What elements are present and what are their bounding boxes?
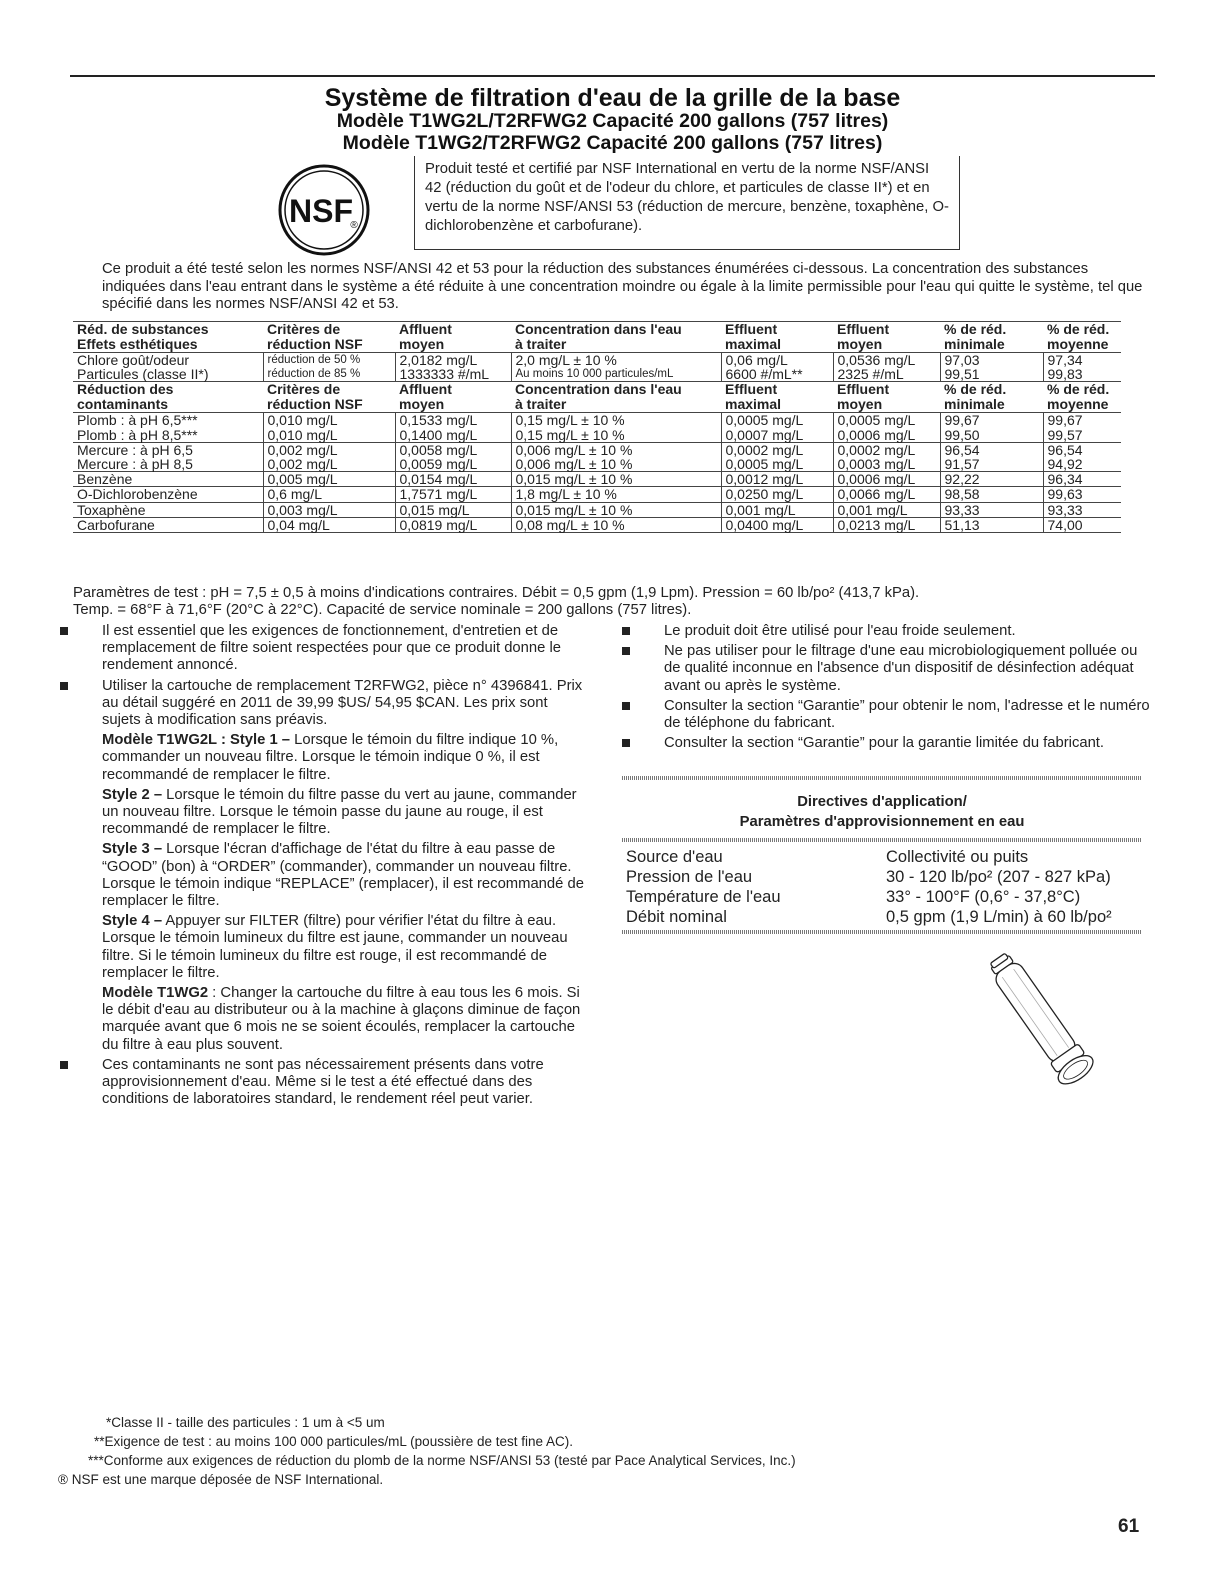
table-cell: 0,15 mg/L ± 10 % 0,15 mg/L ± 10 % [511,413,721,442]
table-header-row [73,322,1121,353]
table-cell: 2,0182 mg/L 1333333 #/mL [395,353,511,382]
table-cell: 99,67 99,50 [940,413,1043,442]
table-cell: 2,0 mg/L ± 10 % Au moins 10 000 particules/mL [511,353,721,382]
table-cell: réduction de 50 % réduction de 85 % [263,353,395,382]
table-cell: 0,08 mg/L ± 10 % [511,517,721,532]
list-item: Consulter la section “Garantie” pour la garantie limitée du fabricant. [622,735,1152,752]
table-cell: 0,0012 mg/L [721,472,833,487]
guidelines-row [626,907,1142,927]
table-cell: Plomb : à pH 6,5*** Plomb : à pH 8,5*** [77,412,198,443]
guidelines-row [626,867,1142,887]
table-cell: 97,34 99,83 [1043,353,1121,382]
style-4-note: Style 4 – Appuyer sur FILTER (filtre) pour vérifier l'état du filtre à eau. Lorsque le témoin lumineux du filtre est jaune, commander un nouveau filtre. Si le témoin lumineux du filtre est rouge, il est recommandé de remplacer le filtre. [102,913,568,981]
guidelines-value: Collectivité ou puits [886,848,1029,866]
table-cell: 99,67 99,57 [1043,413,1121,442]
table-row [73,487,1121,502]
table-row [73,413,1121,442]
table-cell: 92,22 [940,472,1043,487]
table-cell: 0,0005 mg/L 0,0006 mg/L [833,413,940,442]
table-header-cell: Concentration dans l'eau à traiter [515,381,682,413]
list-item: Ces contaminants ne sont pas nécessairement présents dans votre approvisionnement d'eau. Même si le test a été effectué dans des conditions de laboratoires standard, le rendement réel peut varier. [60,1057,590,1109]
water-filter-cartridge-image [982,940,1102,1100]
table-cell: 0,6 mg/L [263,487,395,502]
bullet-icon [60,1061,68,1069]
guidelines-title-2: Paramètres d'approvisionnement en eau [739,814,1025,830]
table-cell: 1,7571 mg/L [395,487,511,502]
table-cell: 0,015 mg/L ± 10 % [511,472,721,487]
list-item: Ne pas utiliser pour le filtrage d'une eau microbiologiquement polluée ou de qualité inconnue en l'absence d'un dispositif de désinfection adéquat avant ou après le système. [622,643,1152,695]
table-cell: Carbofurane [77,516,155,533]
page-title: Système de filtration d'eau de la grille de la base [324,84,901,112]
table-header-cell: Concentration dans l'eau à traiter [515,321,682,352]
table-cell: 1,8 mg/L ± 10 % [511,487,721,502]
nsf-logo-text: NSF [289,193,353,229]
page-number: 61 [1118,1516,1140,1537]
table-cell: 0,0536 mg/L 2325 #/mL [833,353,940,382]
table-cell: 0,002 mg/L 0,002 mg/L [263,442,395,471]
application-guidelines [622,776,1142,934]
table-header-cell: % de réd. moyenne [1047,381,1110,413]
divider [622,930,1142,934]
table-cell: 0,010 mg/L 0,010 mg/L [263,413,395,442]
list-item: Utiliser la cartouche de remplacement T2RFWG2, pièce n° 4396841. Prix au détail suggéré en 2011 de 39,99 $US/ 54,95 $CAN. Les prix sont sujets à modification sans préavis. [60,678,590,730]
table-header-cell: Effluent moyen [837,321,890,352]
table-header-cell: Réduction des contaminants [77,381,174,413]
table-header-cell: Critères de réduction NSF [267,381,363,413]
top-rule [70,75,1155,77]
table-cell: 0,0066 mg/L [833,487,940,502]
guidelines-value: 33° - 100°F (0,6° - 37,8°C) [886,888,1081,906]
table-cell: Benzène [77,471,133,488]
table-cell: 0,0819 mg/L [395,517,511,532]
bullet-icon [622,702,630,710]
bullet-icon [622,627,630,635]
guidelines-table [622,842,1142,930]
table-header-row [73,382,1121,413]
table-cell: 0,0250 mg/L [721,487,833,502]
divider [622,776,1142,780]
guidelines-row [626,887,1142,907]
list-item: Le produit doit être utilisé pour l'eau froide seulement. [622,623,1152,640]
footnotes [58,1413,796,1489]
guidelines-label: Température de l'eau [626,888,781,906]
model-line-1: Modèle T1WG2L/T2RFWG2 Capacité 200 gallons (757 litres) [336,110,889,132]
bullet-icon [622,739,630,747]
certification-box: Produit testé et certifié par NSF International en vertu de la norme NSF/ANSI 42 (réduction du goût et de l'odeur du chlore, et particules de classe II*) et en vertu de la norme NSF/ANSI 53 (réduction de mercure, benzène, toxaphène, O-dichlorobenzène et carbofurane). [414,156,960,250]
table-cell: Mercure : à pH 6,5 Mercure : à pH 8,5 [77,441,193,473]
guidelines-label: Pression de l'eau [626,868,753,886]
table-cell: 0,0058 mg/L 0,0059 mg/L [395,442,511,471]
table-cell: 0,0154 mg/L [395,472,511,487]
table-cell: 96,54 94,92 [1043,442,1121,471]
table-cell: 0,005 mg/L [263,472,395,487]
table-header-cell: % de réd. moyenne [1047,321,1110,352]
guidelines-label: Débit nominal [626,908,727,926]
table-cell: 96,54 91,57 [940,442,1043,471]
table-row [73,517,1121,532]
table-cell: 0,0400 mg/L [721,517,833,532]
style-3-note: Style 3 – Lorsque l'écran d'affichage de l'état du filtre à eau passe de “GOOD” (bon) à “ORDER” (commander), commander un nouveau filtre. Lorsque le témoin indique “REPLACE” (remplacer), il est recommandé de remplacer le filtre. [102,841,584,910]
list-item: Consulter la section “Garantie” pour obtenir le nom, l'adresse et le numéro de téléphone du fabricant. [622,698,1152,732]
nsf-logo [278,164,370,256]
test-parameters-line-2: Temp. = 68°F à 71,6°F (20°C à 22°C). Capacité de service nominale = 200 gallons (757 litres). [73,602,692,618]
guidelines-title-1: Directives d'application/ [797,794,967,810]
table-cell: 0,0005 mg/L 0,0007 mg/L [721,413,833,442]
table-header-cell: Effluent maximal [725,321,782,352]
bullet-icon [60,627,68,635]
right-column [622,623,1152,755]
test-parameters-line-1: Paramètres de test : pH = 7,5 ± 0,5 à moins d'indications contraires. Débit = 0,5 gpm (1,9 Lpm). Pression = 60 lb/po² (413,7 kPa). [73,585,920,601]
table-row [73,502,1121,517]
footnote: **Exigence de test : au moins 100 000 particules/mL (poussière de test fine AC). [94,1434,574,1449]
table-cell: Toxaphène [77,501,146,518]
table-header-cell: % de réd. minimale [944,321,1007,352]
table-cell: 96,34 [1043,472,1121,487]
table-header-cell: % de réd. minimale [944,381,1007,413]
intro-paragraph: Ce produit a été testé selon les normes NSF/ANSI 42 et 53 pour la réduction des substances énumérées ci-dessous. La concentration des substances indiquées dans l'eau entrant dans le système a été réduite à une concentration moindre ou égale à la limite permissible pour l'eau qui quitte le système, tel que spécifié dans les normes NSF/ANSI 42 et 53. [102,261,1143,312]
table-header-cell: Critères de réduction NSF [267,321,363,352]
performance-table [73,321,1121,533]
table-row [73,472,1121,487]
table-cell: 98,58 [940,487,1043,502]
table-cell: 0,1533 mg/L 0,1400 mg/L [395,413,511,442]
table-cell: 51,13 [940,517,1043,532]
table-cell: 0,0002 mg/L 0,0003 mg/L [833,442,940,471]
table-cell: 93,33 [940,502,1043,517]
table-header-cell: Affluent moyen [399,381,452,413]
table-cell: 0,015 mg/L [395,502,511,517]
table-row [73,442,1121,471]
table-header-cell: Effluent maximal [725,381,782,413]
table-cell: 99,63 [1043,487,1121,502]
table-cell: 93,33 [1043,502,1121,517]
table-header-cell: Effluent moyen [837,381,890,413]
table-row [73,353,1121,382]
table-cell: 0,0213 mg/L [833,517,940,532]
table-cell: 0,015 mg/L ± 10 % [511,502,721,517]
table-cell: 0,0002 mg/L 0,0005 mg/L [721,442,833,471]
table-cell: Chlore goût/odeur Particules (classe II*) [77,352,209,383]
table-cell: 0,006 mg/L ± 10 % 0,006 mg/L ± 10 % [511,442,721,471]
guidelines-row [626,847,1142,867]
table-cell: 0,001 mg/L [721,502,833,517]
footnote: ***Conforme aux exigences de réduction du plomb de la norme NSF/ANSI 53 (testé par Pace Analytical Services, Inc.) [88,1453,796,1468]
table-header-cell: Affluent moyen [399,321,452,352]
test-parameters [73,585,1133,619]
bullet-icon [622,647,630,655]
table-header-cell: Réd. de substances Effets esthétiques [77,321,209,352]
table-cell: 0,001 mg/L [833,502,940,517]
footnote: ® NSF est une marque déposée de NSF International. [58,1472,384,1487]
footnote: *Classe II - taille des particules : 1 um à <5 um [106,1415,385,1430]
svg-text:®: ® [350,220,358,231]
model-line-2: Modèle T1WG2/T2RFWG2 Capacité 200 gallons (757 litres) [342,132,883,154]
table-cell: 0,06 mg/L 6600 #/mL** [721,353,833,382]
table-cell: O-Dichlorobenzène [77,486,198,503]
left-column [60,623,590,1111]
table-cell: 74,00 [1043,517,1121,532]
list-item: Il est essentiel que les exigences de fonctionnement, d'entretien et de remplacement de filtre soient respectées pour que ce produit donne le rendement annoncé. [60,623,590,675]
table-cell: 0,04 mg/L [263,517,395,532]
bullet-icon [60,682,68,690]
guidelines-value: 30 - 120 lb/po² (207 - 827 kPa) [886,868,1111,886]
table-cell: 97,03 99,51 [940,353,1043,382]
table-cell: 0,0006 mg/L [833,472,940,487]
style-2-note: Style 2 – Lorsque le témoin du filtre passe du vert au jaune, commander un nouveau filtre. Lorsque le témoin passe du jaune au rouge, il est recommandé de remplacer le filtre. [102,786,577,838]
guidelines-value: 0,5 gpm (1,9 L/min) à 60 lb/po² [886,908,1112,926]
table-cell: 0,003 mg/L [263,502,395,517]
guidelines-label: Source d'eau [626,848,723,866]
t1wg2-note: Modèle T1WG2 : Changer la cartouche du filtre à eau tous les 6 mois. Si le débit d'eau au distributeur ou à la machine à glaçons diminue de façon marquée avant que 6 mois ne se soient écoulés, remplacer la cartouche du filtre à eau plus souvent. [102,985,581,1053]
style-1-note: Modèle T1WG2L : Style 1 – Lorsque le témoin du filtre indique 10 %, commander un nouveau filtre. Lorsque le témoin indique 0 %, il est recommandé de remplacer le filtre. [102,732,559,783]
